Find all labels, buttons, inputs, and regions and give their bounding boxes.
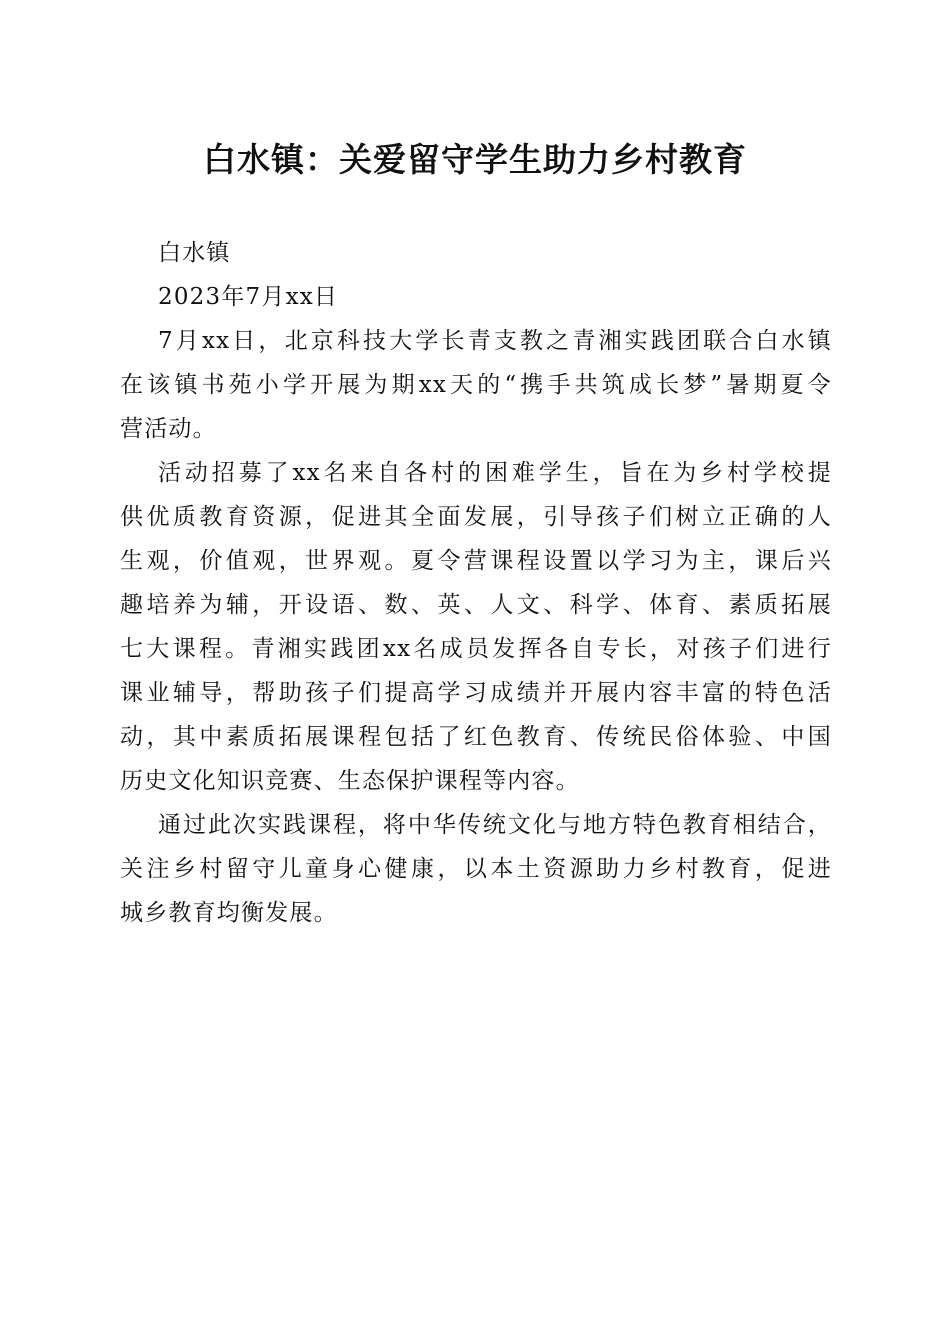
paragraph-line: 课业辅导，帮助孩子们提高学习成绩并开展内容丰富的特色活 [120, 680, 832, 706]
paragraph-line: 趣培养为辅，开设语、数、英、人文、科学、体育、素质拓展 [120, 592, 832, 618]
author-line: 白水镇 [158, 240, 231, 266]
paragraph-line: 生观，价值观，世界观。夏令营课程设置以学习为主，课后兴 [120, 548, 832, 574]
paragraph-line: 七大课程。青湘实践团xx名成员发挥各自专长，对孩子们进行 [120, 636, 832, 662]
paragraph-3 [120, 803, 832, 935]
paragraph-line: 供优质教育资源，促进其全面发展，引导孩子们树立正确的人 [120, 504, 832, 530]
paragraph-line: 活动招募了xx名来自各村的困难学生，旨在为乡村学校提 [158, 460, 832, 486]
paragraph-2 [120, 451, 832, 803]
paragraph-line: 城乡教育均衡发展。 [120, 900, 338, 926]
paragraph-1 [120, 319, 832, 451]
document-title: 白水镇：关爱留守学生助力乡村教育 [203, 140, 747, 179]
paragraph-line: 动，其中素质拓展课程包括了红色教育、传统民俗体验、中国 [120, 724, 832, 750]
date-line: 2023年7月xx日 [158, 284, 339, 310]
paragraph-line: 7月xx日，北京科技大学长青支教之青湘实践团联合白水镇 [158, 328, 832, 354]
paragraph-line: 关注乡村留守儿童身心健康，以本土资源助力乡村教育，促进 [120, 856, 832, 882]
paragraph-line: 在该镇书苑小学开展为期xx天的“携手共筑成长梦”暑期夏令 [120, 372, 832, 398]
document-body [120, 231, 832, 935]
paragraph-line: 通过此次实践课程，将中华传统文化与地方特色教育相结合， [158, 812, 832, 838]
paragraph-line: 历史文化知识竞赛、生态保护课程等内容。 [120, 768, 580, 794]
paragraph-line: 营活动。 [120, 416, 217, 442]
